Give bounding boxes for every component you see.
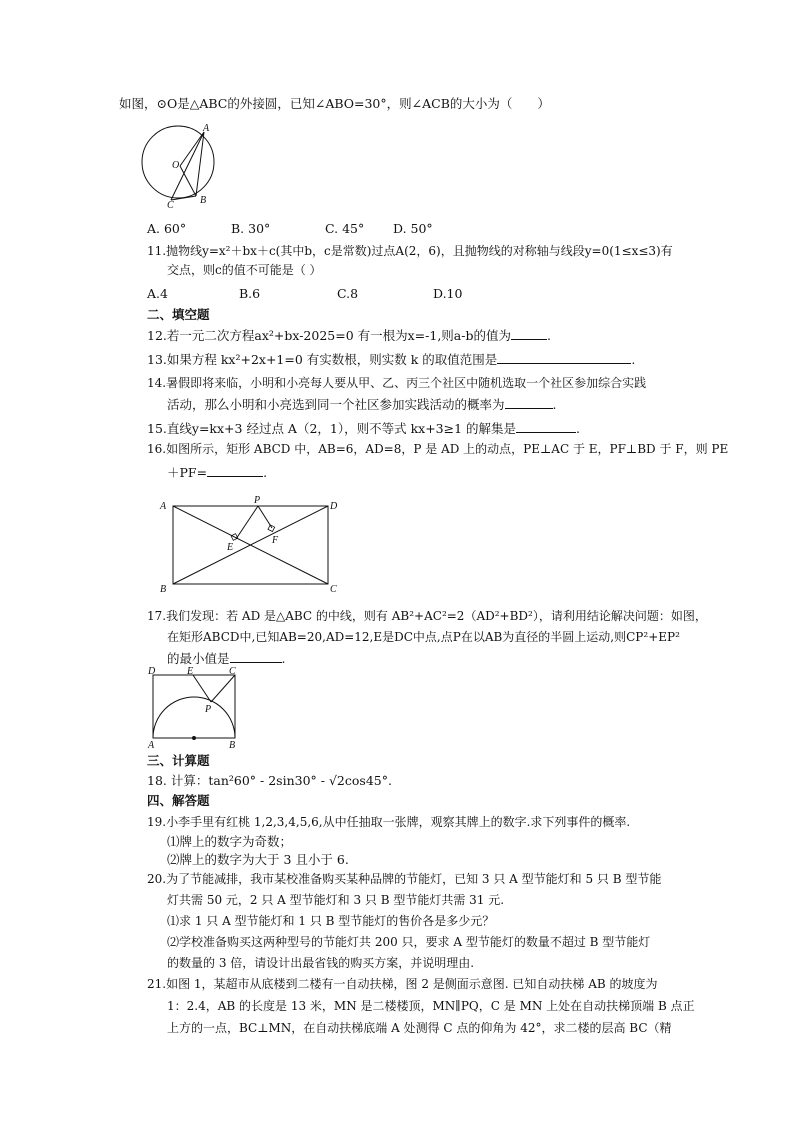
q16-label-e: E (227, 542, 234, 553)
q12 (147, 327, 551, 344)
q16-label-f: F (272, 535, 279, 546)
q16-line2-text: ＋PF= (167, 465, 208, 480)
q20-line1: 20.为了节能减排，我市某校准备购买某种品牌的节能灯，已知 3 只 A 型节能灯和 5 只 B 型节能 (147, 872, 662, 886)
q21-line2: 1：2.4，AB 的长度是 13 米，MN 是二楼楼顶，MN∥PQ，C 是 MN 上处在自动扶梯顶端 B 点正 (167, 999, 695, 1013)
q10-option-d[interactable]: D. 50° (393, 221, 433, 236)
q17-semicircle-figure (143, 664, 243, 748)
q16-label-d: D (330, 501, 338, 512)
q10-label-b: B (200, 195, 207, 206)
q10-option-a[interactable]: A. 60° (147, 221, 187, 236)
q15-end: . (576, 421, 581, 436)
q17-line3-text: 的最小值是 (167, 651, 230, 666)
q16-answer-blank[interactable] (207, 464, 263, 477)
q17-label-a: A (148, 740, 155, 748)
q16-rectangle-figure (155, 492, 345, 598)
q21-line3: 上方的一点，BC⊥MN，在自动扶梯底端 A 处测得 C 点的仰角为 42°，求二楼的层高 BC（精 (167, 1021, 672, 1035)
q12-answer-blank[interactable] (511, 327, 547, 340)
q17-line1: 17.我们发现：若 AD 是△ABC 的中线，则有 AB²+AC²=2（AD²+BD²），请利用结论解决问题：如图， (147, 609, 707, 623)
q13-text: 13.如果方程 kx²+2x+1=0 有实数根，则实数 k 的取值范围是 (147, 352, 498, 367)
q11-line2: 交点，则c的值不可能是（ ） (167, 263, 322, 277)
q11-options (147, 286, 462, 302)
q19-line2: ⑴牌上的数字为奇数； (167, 834, 293, 849)
q17-label-p: P (205, 704, 212, 715)
q19-line3: ⑵牌上的数字为大于 3 且小于 6. (167, 852, 349, 867)
q19-line1: 19.小李手里有红桃 1,2,3,4,5,6,从中任抽取一张牌，观察其牌上的数字.求下列事件的概率. (147, 815, 631, 829)
q17-answer-blank[interactable] (230, 650, 282, 663)
q20-line2: 灯共需 50 元，2 只 A 型节能灯和 3 只 B 型节能灯共需 31 元. (167, 893, 505, 907)
q16-end: . (263, 465, 268, 480)
q14-line1: 14.暑假即将来临，小明和小亮每人要从甲、乙、丙三个社区中随机选取一个社区参加综合实践 (147, 376, 647, 390)
q16-line1: 16.如图所示，矩形 ABCD 中，AB=6，AD=8，P 是 AD 上的动点，PE⊥AC 于 E，PF⊥BD 于 F，则 PE (147, 442, 729, 456)
q20-line5: 的数量的 3 倍，请设计出最省钱的购买方案，并说明理由. (167, 956, 475, 970)
section-heading-calculation: 三、计算题 (147, 753, 210, 768)
q15-answer-blank[interactable] (516, 420, 576, 433)
q11-line1: 11.抛物线y=x²＋bx＋c(其中b，c是常数)过点A(2，6)，且抛物线的对称轴与线段y=0(1≤x≤3)有 (147, 244, 673, 258)
q10-label-c: C (167, 200, 174, 210)
q16-label-b: B (160, 584, 167, 595)
q11-option-a[interactable]: A.4 (147, 286, 168, 301)
q18-text: 18. 计算：tan²60° - 2sin30° - √2cos45°. (147, 773, 392, 788)
q17-label-b: B (229, 740, 236, 748)
q10-circle-figure (140, 120, 220, 210)
q11-option-c[interactable]: C.8 (337, 286, 359, 301)
q15-text: 15.直线y=kx+3 经过点 A（2，1），则不等式 kx+3≥1 的解集是 (147, 421, 517, 436)
q12-end: . (546, 328, 551, 343)
q20-line3: ⑴求 1 只 A 型节能灯和 1 只 B 型节能灯的售价各是多少元？ (167, 914, 495, 928)
q14-answer-blank[interactable] (505, 396, 553, 409)
q17-label-e: E (187, 666, 194, 677)
q21-line1: 21.如图 1，某超市从底楼到二楼有一自动扶梯，图 2 是侧面示意图. 已知自动扶梯 AB 的坡度为 (147, 977, 658, 991)
q10-option-c[interactable]: C. 45° (325, 221, 365, 236)
q10-label-a: A (203, 123, 210, 134)
q10-label-o: O (172, 160, 180, 171)
q17-label-d: D (148, 666, 156, 677)
q16-label-a: A (160, 501, 167, 512)
q13 (147, 351, 635, 368)
q20-line4: ⑵学校准备购买这两种型号的节能灯共 200 只，要求 A 型节能灯的数量不超过 B 型节能灯 (167, 935, 651, 949)
q16-label-c: C (330, 584, 337, 595)
q16-label-p: P (254, 495, 261, 506)
q16-line2 (167, 464, 267, 481)
q17-label-c: C (229, 666, 236, 677)
section-heading-fill-in: 二、填空题 (147, 307, 210, 322)
q15 (147, 420, 580, 437)
q10-options (147, 221, 433, 237)
q13-answer-blank[interactable] (497, 351, 631, 364)
q10-stem: 如图，⊙O是△ABC的外接圆，已知∠ABO=30°，则∠ACB的大小为（ ） (119, 96, 550, 111)
q14-end: . (552, 397, 557, 412)
q17-end: . (281, 651, 286, 666)
q14-line2-text: 活动，那么小明和小亮选到同一个社区参加实践活动的概率为 (167, 397, 505, 412)
q11-option-d[interactable]: D.10 (433, 286, 463, 301)
q13-end: . (631, 352, 636, 367)
section-heading-solution: 四、解答题 (147, 793, 210, 808)
q12-text: 12.若一元二次方程ax²+bx-2025=0 有一根为x=-1,则a-b的值为 (147, 328, 511, 343)
q14-line2 (167, 396, 557, 413)
q10-option-b[interactable]: B. 30° (231, 221, 271, 236)
q11-option-b[interactable]: B.6 (239, 286, 261, 301)
q17-line2: 在矩形ABCD中,已知AB=20,AD=12,E是DC中点,点P在以AB为直径的半圆上运动,则CP²+EP² (167, 630, 680, 644)
